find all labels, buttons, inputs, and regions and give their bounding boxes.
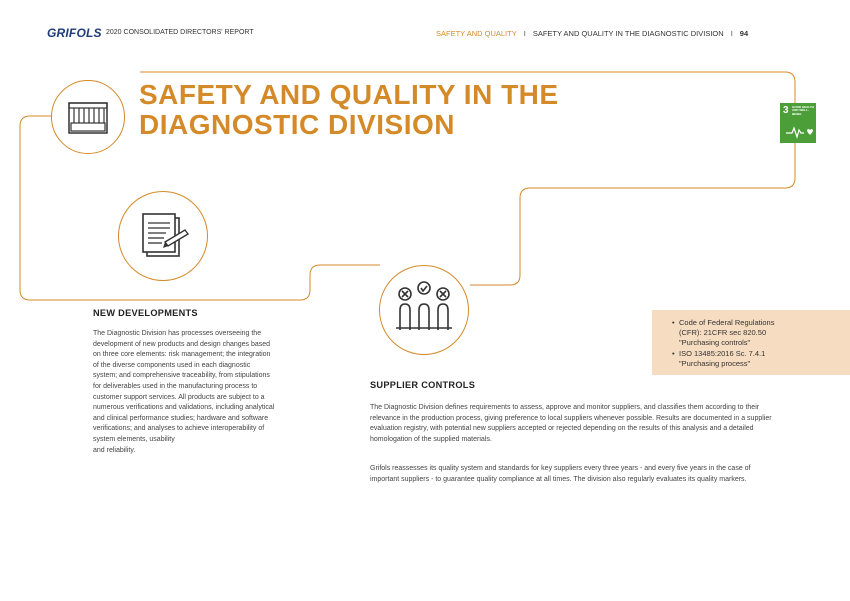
heartbeat-icon: [780, 103, 816, 143]
text-line: numerous verifications and validations, including analytical: [93, 404, 275, 412]
breadcrumb-separator: I: [523, 29, 526, 38]
document-pen-icon: [119, 192, 207, 280]
regulation-line: • Code of Federal Regulations: [679, 318, 775, 327]
text-line: important suppliers - to guarantee quality compliance at all times. The division also regularly evaluates its quality markers.: [370, 475, 747, 483]
text-line: The Diagnostic Division has processes overseeing the: [93, 330, 262, 337]
sdg-label-line2: AND WELL-BEING: [792, 108, 809, 116]
sdg-label-line1: GOOD HEALTH: [792, 105, 814, 109]
breadcrumb-section[interactable]: SAFETY AND QUALITY: [436, 29, 517, 38]
new-developments-text: [93, 329, 293, 456]
sdg-number: 3: [783, 105, 789, 116]
supplier-controls-paragraph-2: [370, 464, 785, 485]
text-line: and reliability.: [93, 446, 136, 454]
text-line: for deliverables used in the manufacturing process to: [93, 382, 258, 390]
list-item: [672, 349, 850, 369]
regulation-line: "Purchasing process": [679, 358, 751, 368]
grifols-logo: GRIFOLS: [47, 26, 102, 40]
text-line: of the diverse components used in each diagnostic: [93, 361, 251, 369]
text-line: relevance in the production process, giving preference to local suppliers whenever possible. Results are documented in a supplier: [370, 414, 772, 422]
supplier-controls-icon-circle: [379, 265, 469, 355]
page-title-line1: SAFETY AND QUALITY IN THE: [139, 79, 559, 110]
text-line: evaluation registry, with potential new suppliers accepted or rejected depending on the results of this analysis and a detailed: [370, 425, 754, 433]
regulation-line: • ISO 13485:2016 Sc. 7.4.1: [679, 348, 766, 358]
supplier-controls-heading: SUPPLIER CONTROLS: [370, 380, 476, 390]
text-line: on three core elements: risk management; the integration: [93, 351, 271, 359]
text-line: customer support services. All products are subject to a: [93, 393, 265, 401]
title-icon-circle: [51, 80, 125, 154]
page-number: 94: [739, 29, 749, 38]
text-line: and clinical performance studies; hardware and software: [93, 414, 269, 422]
regulation-line: (CFR): 21CFR sec 820.50: [679, 328, 767, 338]
breadcrumb-separator: I: [730, 29, 733, 38]
supplier-approval-icon: [380, 266, 468, 354]
regulation-line: "Purchasing controls": [679, 338, 751, 348]
supplier-controls-paragraph-1: [370, 403, 785, 445]
text-line: Grifols reassesses its quality system and standards for key suppliers every three years - and every five years in the case of: [370, 465, 751, 472]
text-line: homologation of the supplied materials.: [370, 435, 492, 443]
list-item: [672, 318, 850, 349]
text-line: verifications; and analyses to achieve interoperability of: [93, 425, 265, 433]
report-title: 2020 CONSOLIDATED DIRECTORS' REPORT: [106, 29, 254, 36]
regulations-list: [652, 310, 850, 369]
regulations-box: [652, 310, 850, 375]
page-title: [139, 80, 559, 140]
text-line: system; and comprehensive traceability, from stipulations: [93, 372, 270, 380]
new-developments-icon-circle: [118, 191, 208, 281]
new-developments-heading: NEW DEVELOPMENTS: [93, 308, 198, 318]
text-line: The Diagnostic Division defines requirements to assess, approve and monitor suppliers, and classifies them according to their: [370, 404, 760, 411]
test-tube-rack-icon: [52, 81, 124, 153]
breadcrumb-subsection[interactable]: SAFETY AND QUALITY IN THE DIAGNOSTIC DIVISION: [532, 29, 724, 38]
sdg-badge: [780, 103, 816, 143]
page-title-line2: DIAGNOSTIC DIVISION: [139, 109, 455, 140]
text-line: system elements, usability: [93, 435, 175, 443]
text-line: development of new products and design changes based: [93, 340, 271, 348]
